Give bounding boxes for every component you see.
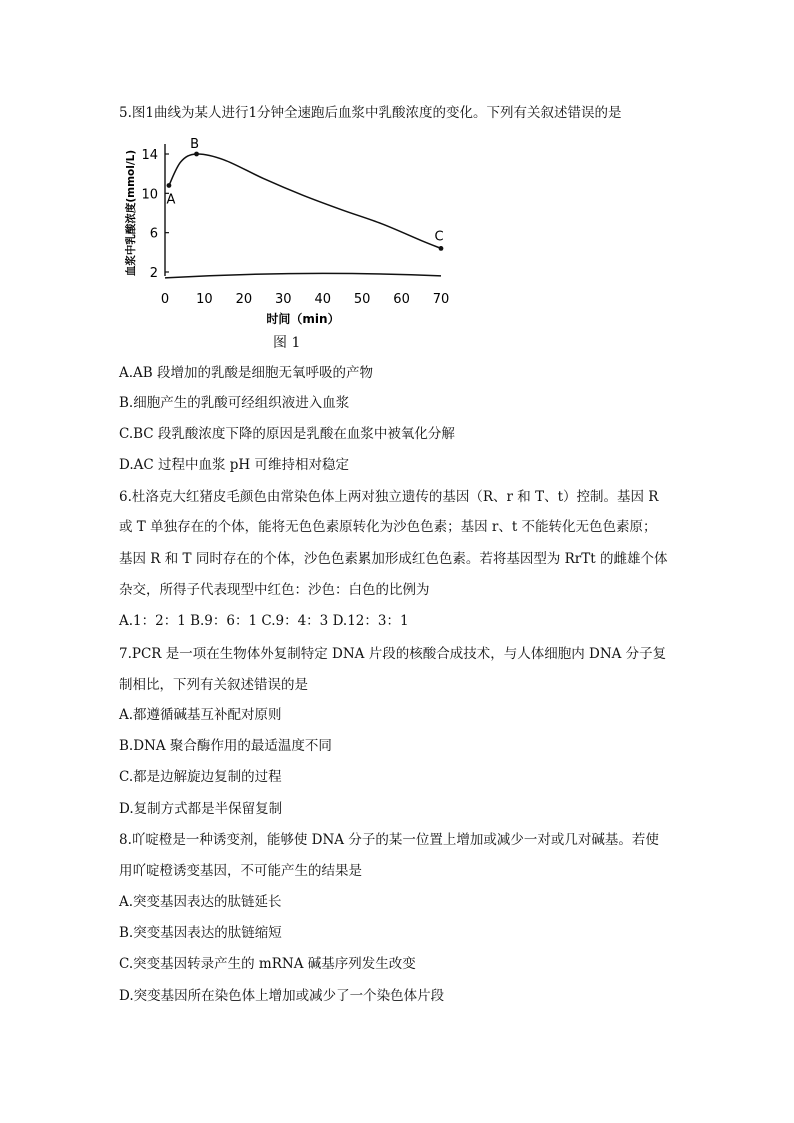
q6-stem-line-3: 基因 R 和 T 同时存在的个体，沙色色素累加形成红色色素。若将基因型为 RrTt 的雌雄个体	[119, 551, 668, 567]
point-c	[439, 246, 444, 251]
q8-option-a: A.突变基因表达的肽链延长	[119, 894, 282, 910]
lactate-line-chart	[118, 130, 458, 330]
q5-stem: 5.图1曲线为某人进行1分钟全速跑后血浆中乳酸浓度的变化。下列有关叙述错误的是	[119, 105, 622, 121]
q7-option-d: D.复制方式都是半保留复制	[119, 801, 283, 817]
x-tick-label: 20	[235, 292, 253, 307]
x-tick-label: 50	[353, 292, 371, 307]
figure-caption: 图 1	[273, 335, 301, 351]
q7-option-b: B.DNA 聚合酶作用的最适温度不同	[119, 738, 332, 754]
point-label-c: C	[434, 229, 444, 245]
point-a	[167, 183, 172, 188]
chart-marks	[166, 137, 443, 251]
q5-option-a: A.AB 段增加的乳酸是细胞无氧呼吸的产物	[119, 365, 374, 381]
q6-stem-line-2: 或 T 单独存在的个体，能将无色色素原转化为沙色色素；基因 r、t 不能转化无色色素原；	[119, 519, 657, 535]
x-tick-label: 40	[314, 292, 331, 307]
q6-stem-line-1: 6.杜洛克大红猪皮毛颜色由常染色体上两对独立遗传的基因（R、r 和 T、t）控制。基因 R	[119, 489, 659, 505]
q5-option-c: C.BC 段乳酸浓度下降的原因是乳酸在血浆中被氧化分解	[119, 426, 455, 442]
x-axis-label: 时间（min）	[266, 312, 340, 326]
x-tick-label: 0	[160, 292, 170, 307]
x-tick-label: 70	[432, 292, 450, 307]
point-b	[194, 152, 199, 157]
q7-stem-line-1: 7.PCR 是一项在生物体外复制特定 DNA 片段的核酸合成技术，与人体细胞内 DNA 分子复	[119, 646, 667, 662]
q5-option-b: B.细胞产生的乳酸可经组织液进入血浆	[119, 395, 350, 411]
chart-axes	[124, 144, 449, 326]
y-axis-label: 血浆中乳酸浓度(mmol/L)	[125, 149, 137, 277]
q5-option-d: D.AC 过程中血浆 pH 可维持相对稳定	[119, 457, 350, 473]
lactate-curve	[169, 154, 444, 248]
q8-stem-line-2: 用吖啶橙诱变基因，不可能产生的结果是	[119, 863, 362, 879]
q8-option-c: C.突变基因转录产生的 mRNA 碱基序列发生改变	[119, 956, 416, 972]
point-label-a: A	[166, 192, 176, 208]
q8-option-d: D.突变基因所在染色体上增加或减少了一个染色体片段	[119, 988, 445, 1004]
y-tick-label: 6	[149, 226, 158, 242]
q7-option-a: A.都遵循碱基互补配对原则	[119, 707, 282, 723]
q8-stem-line-1: 8.吖啶橙是一种诱变剂，能够使 DNA 分子的某一位置上增加或减少一对或几对碱基。若使	[119, 832, 659, 848]
x-tick-label: 30	[275, 292, 292, 307]
q6-stem-line-4: 杂交，所得子代表现型中红色：沙色：白色的比例为	[119, 582, 430, 598]
x-tick-label: 60	[393, 292, 410, 307]
y-tick-label: 10	[141, 187, 158, 203]
q8-option-b: B.突变基因表达的肽链缩短	[119, 925, 282, 941]
q7-stem-line-2: 制相比，下列有关叙述错误的是	[119, 677, 308, 693]
x-axis-baseline	[165, 273, 441, 278]
y-tick-label: 2	[149, 266, 158, 281]
y-tick-label: 14	[141, 148, 158, 163]
x-tick-label: 10	[196, 292, 213, 307]
q7-option-c: C.都是边解旋边复制的过程	[119, 769, 282, 785]
point-label-b: B	[190, 137, 200, 152]
q6-options: A.1：2：1 B.9：6：1 C.9：4：3 D.12：3：1	[119, 613, 409, 629]
